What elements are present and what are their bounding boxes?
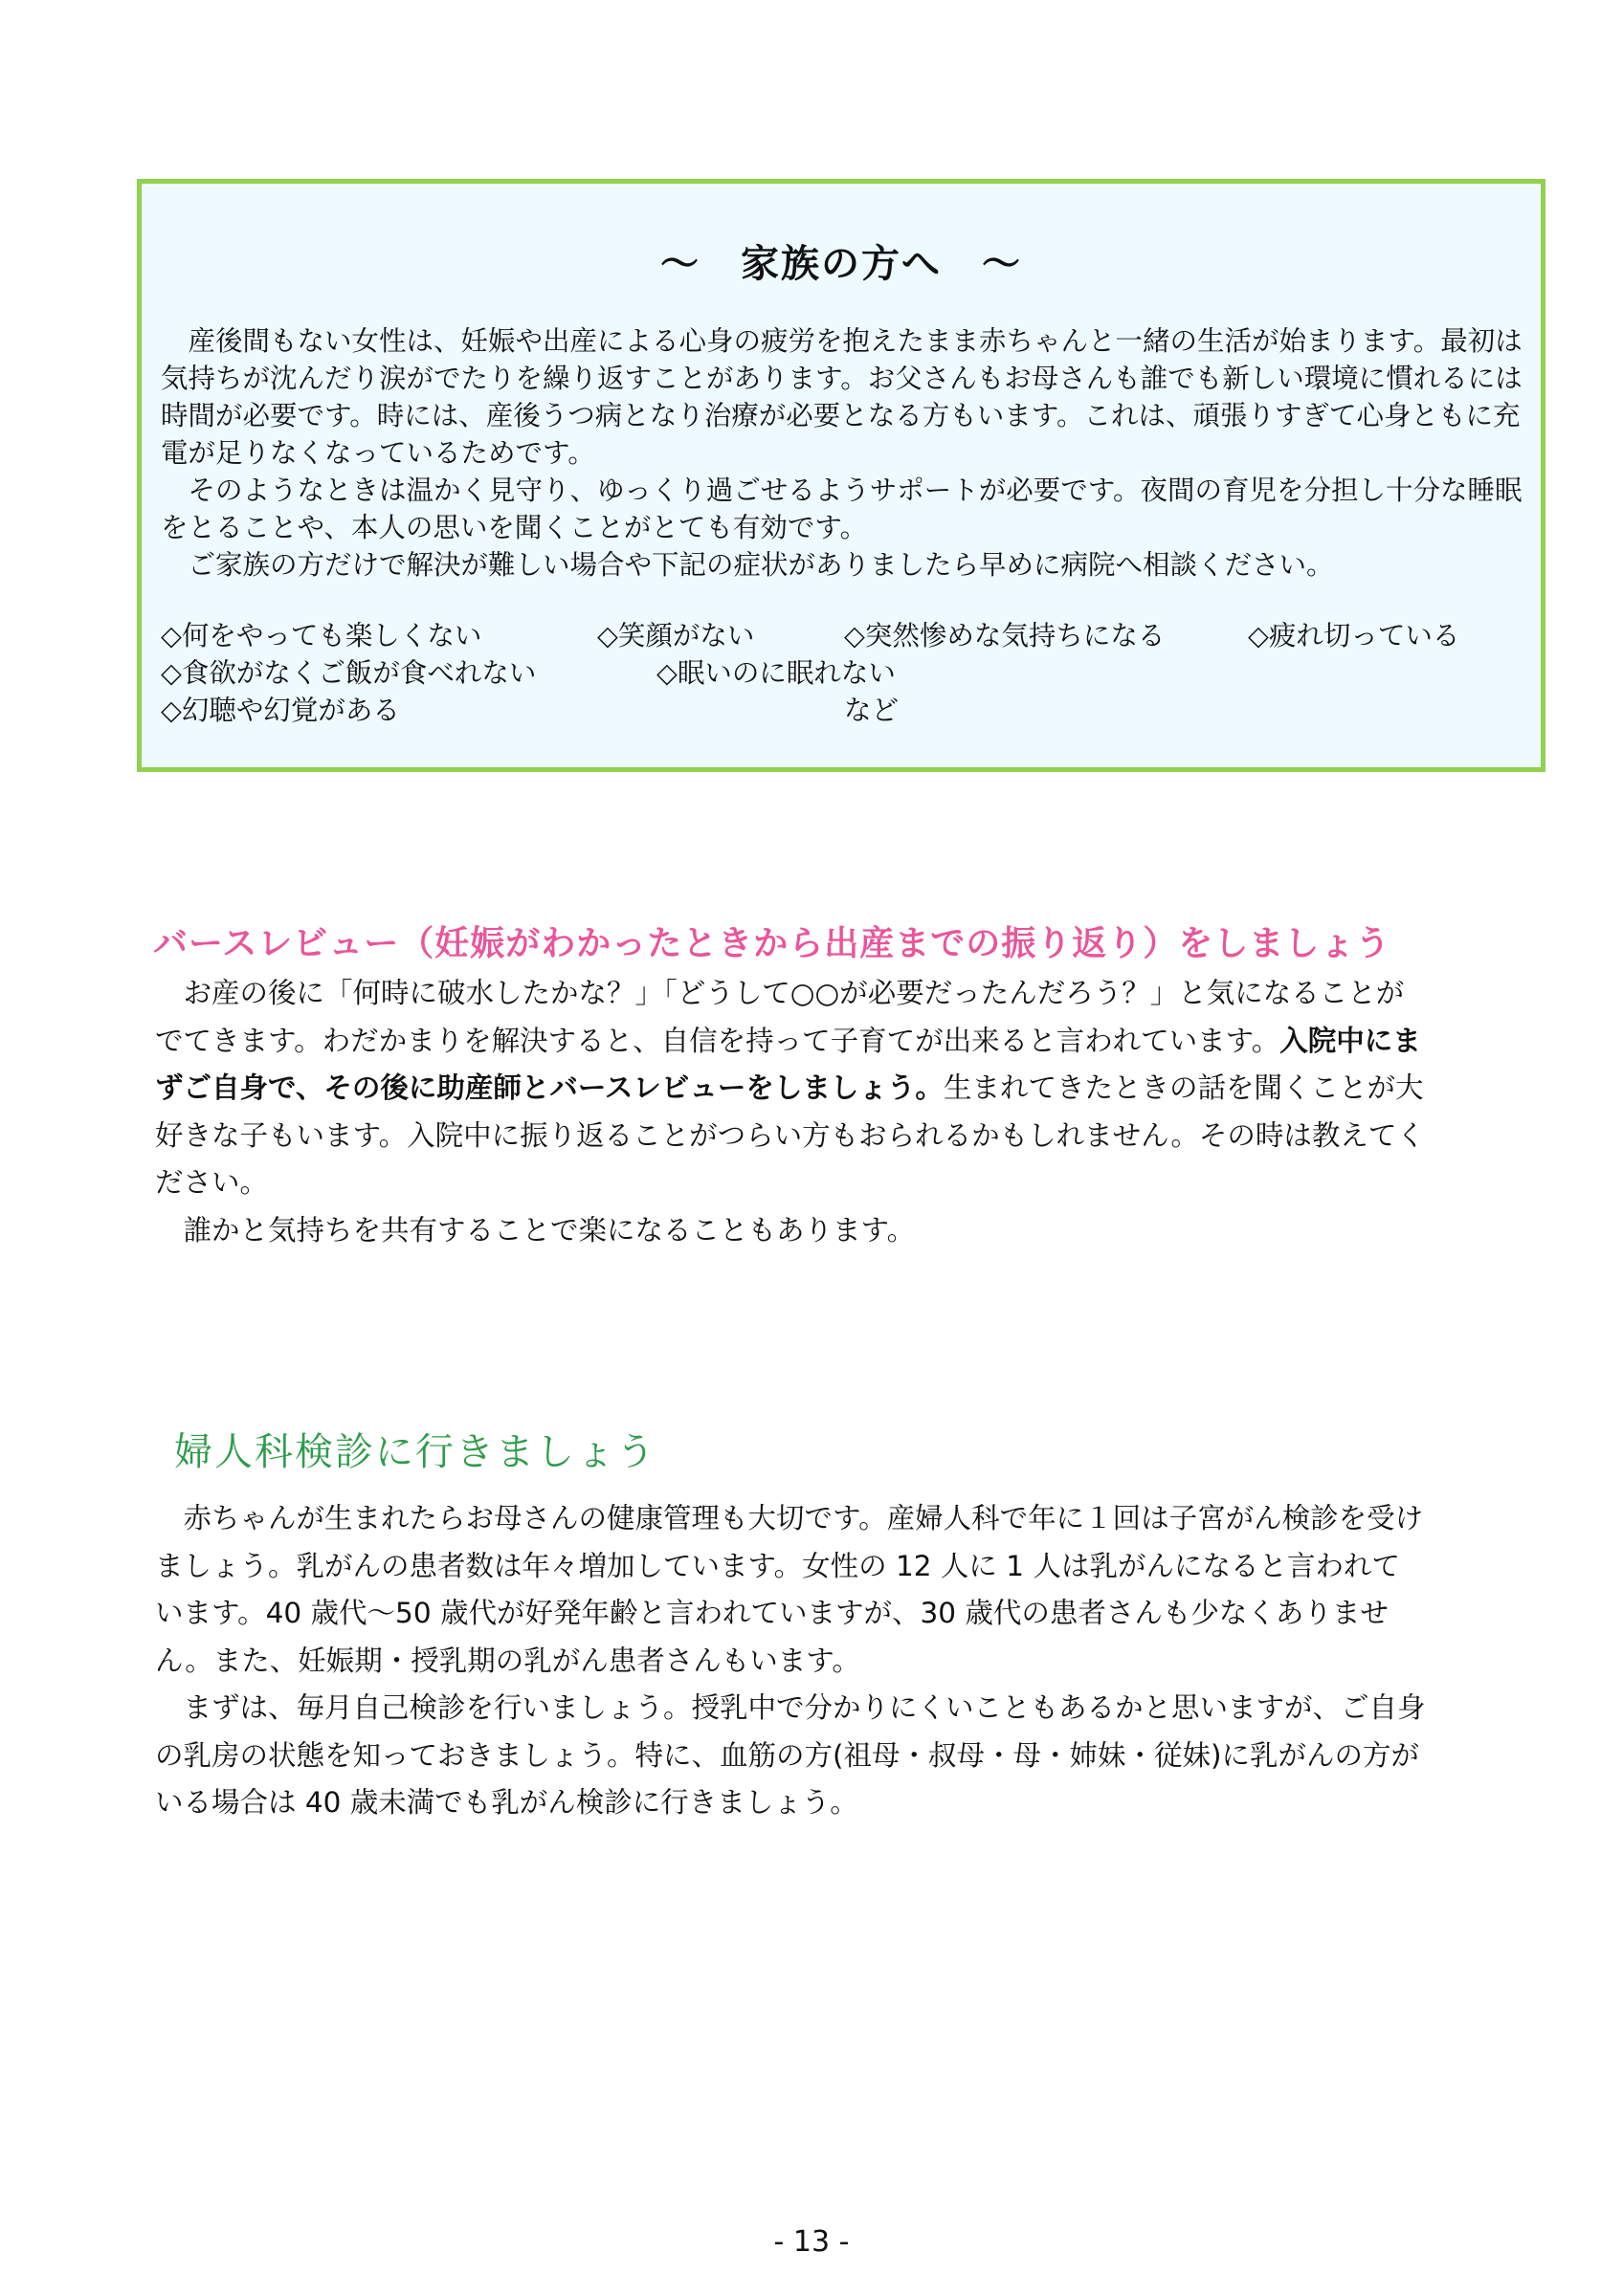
symptom-item: ◇疲れ切っている — [1248, 620, 1460, 651]
family-notice-box — [137, 179, 1545, 772]
symptom-item: ◇何をやっても楽しくない — [161, 620, 482, 651]
symptom-item: ◇突然惨めな気持ちになる — [844, 620, 1166, 651]
gyn-checkup-paragraph: 赤ちゃんが生まれたらお母さんの健康管理も大切です。産婦人科で年に１回は子宮がん検診を受けましょう。乳がんの患者数は年々増加しています。女性の 12 人に 1 人は乳がんになると言われています。40 歳代～50 歳代が好発年齢と言われていますが、30 歳代の患者さんも少なくありません。また、妊娠期・授乳期の乳がん患者さんもいます。 — [155, 1502, 1424, 1677]
birth-review-body — [155, 970, 1428, 1254]
gyn-checkup-body — [155, 1495, 1428, 1827]
birth-review-heading: バースレビュー（妊娠がわかったときから出産までの振り返り）をしましょう — [153, 924, 1391, 963]
family-paragraph: そのようなときは温かく見守り、ゆっくり過ごせるようサポートが必要です。夜間の育児を分担し十分な睡眠をとることや、本人の思いを聞くことがとても有効です。 — [161, 475, 1523, 543]
birth-review-paragraph: 誰かと気持ちを共有することで楽になることもあります。 — [183, 1213, 916, 1247]
symptom-item: ◇食欲がなくご飯が食べれない — [161, 657, 537, 689]
symptom-item: など — [844, 695, 900, 726]
symptom-item: ◇笑顔がない — [597, 620, 755, 651]
family-box-text — [161, 322, 1539, 584]
gyn-checkup-paragraph: まずは、毎月自己検診を行いましょう。授乳中で分かりにくいこともあるかと思いますが、ご自身の乳房の状態を知っておきましょう。特に、血筋の方(祖母・叔母・母・姉妹・従妹)に乳がんの方がいる場合は 40 歳未満でも乳がん検診に行きましょう。 — [155, 1691, 1426, 1819]
birth-review-text: お産の後に「何時に破水したかな？」「どうして○○が必要だったんだろう？」と気になることがでてきます。わだかまりを解決すると、自信を持って子育てが出来ると言われています。 — [155, 977, 1405, 1057]
birth-review-paragraph — [155, 970, 1428, 1207]
family-box-title: ～ 家族の方へ ～ — [660, 242, 1022, 286]
gyn-checkup-heading: 婦人科検診に行きましょう — [174, 1430, 656, 1474]
family-paragraph: 産後間もない女性は、妊娠や出産による心身の疲労を抱えたまま赤ちゃんと一緒の生活が始まります。最初は気持ちが沈んだり涙がでたりを繰り返すことがあります。お父さんもお母さんも誰でも新しい環境に慣れるには時間が必要です。時には、産後うつ病となり治療が必要となる方もいます。これは、頑張りすぎて心身ともに充電が足りなくなっているためです。 — [161, 325, 1523, 469]
birth-review-text: 生まれてきたときの話を聞くことが大好きな子もいます。入院中に振り返ることがつらい方もおられるかもしれません。その時は教えてください。 — [155, 1071, 1425, 1199]
birth-review-emphasis: 入院中にまずご自身で、その後に助産師とバースレビューをしましょう。 — [155, 1024, 1421, 1104]
page-number: - 13 - — [773, 2225, 850, 2259]
symptom-item: ◇眠いのに眠れない — [656, 657, 896, 689]
symptom-item: ◇幻聴や幻覚がある — [161, 695, 400, 726]
family-paragraph: ご家族の方だけで解決が難しい場合や下記の症状がありましたら早めに病院へ相談ください。 — [188, 549, 1334, 581]
